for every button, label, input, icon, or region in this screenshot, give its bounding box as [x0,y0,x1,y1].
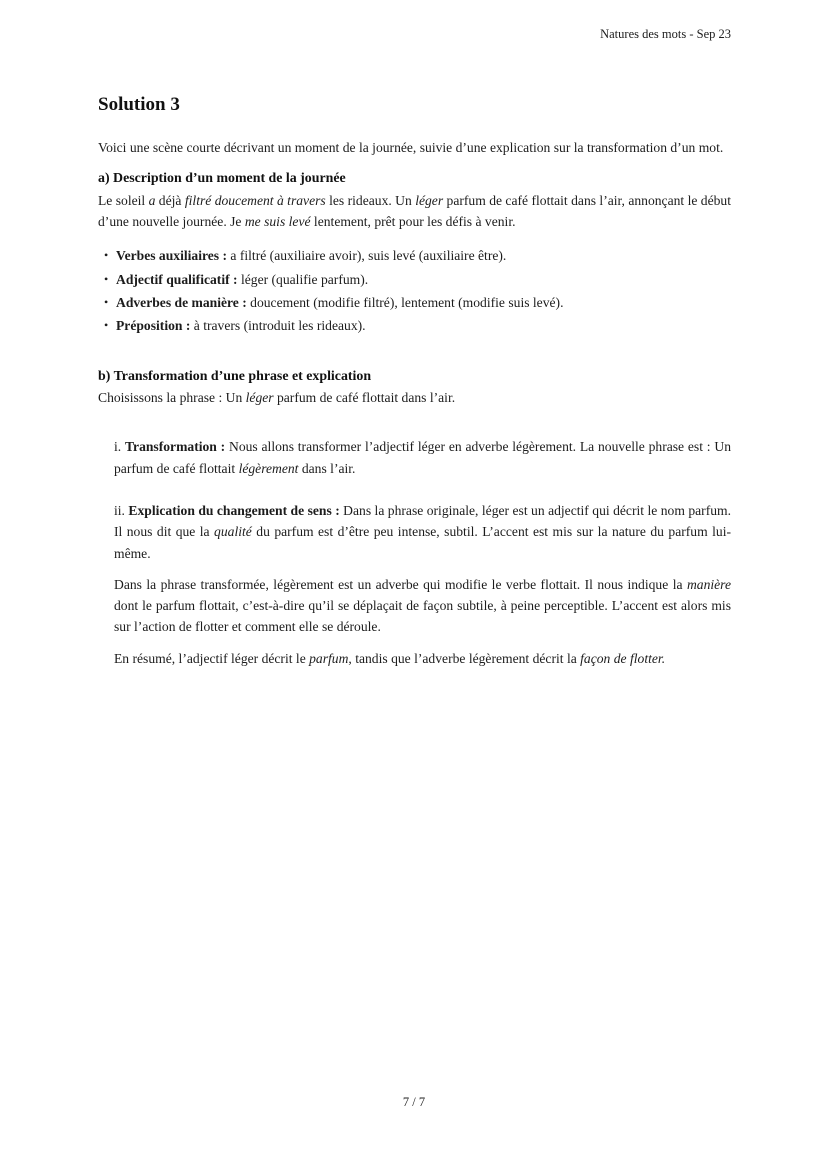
sub-section-ii-paragraph-2: Dans la phrase transformée, légèrement est un adverbe qui modifie le verbe flottait. Il nous indique la manière dont le parfum flottait, c’est-à-dire qu’il se déplaçait de façon subtile, à peine perceptible. L’accent est alors mis sur l’action de flotter et comment elle se déroule. [114,576,731,635]
list-item: • Préposition : à travers (introduit les rideaux). [116,314,731,337]
page-content [98,93,731,669]
page-title: Solution 3 [98,94,180,115]
sub-section-i-paragraph: i. Transformation : Nous allons transformer l’adjectif léger en adverbe légèrement. La nouvelle phrase est : Un parfum de café flottait légèrement dans l’air. [114,439,731,476]
list-item: • Verbes auxiliaires : a filtré (auxiliaire avoir), suis levé (auxiliaire être). [116,244,731,267]
page-header [98,27,731,42]
page-footer [0,1095,828,1110]
section-a-heading: a) Description d’un moment de la journée [98,171,346,187]
section-b-paragraph: Choisissons la phrase : Un léger parfum de café flottait dans l’air. [98,390,456,406]
list-item: • Adjectif qualificatif : léger (qualifie parfum). [116,268,731,291]
bullet-list [98,244,731,338]
intro-paragraph: Voici une scène courte décrivant un moment de la journée, suivie d’une explication sur la transformation d’un mot. [98,140,724,155]
section-a-paragraph: Le soleil a déjà filtré doucement à travers les rideaux. Un léger parfum de café flottait dans l’air, annonçant le début d’une nouvelle journée. Je me suis levé lentement, prêt pour les défis à venir. [98,192,732,229]
section-b-heading: b) Transformation d’une phrase et explication [98,368,372,384]
sub-section-ii-paragraph-1: ii. Explication du changement de sens : Dans la phrase originale, léger est un adjectif qui décrit le nom parfum. Il nous dit que la qualité du parfum est d’être peu intense, subtil. L’accent est mis sur la nature du parfum lui-même. [114,503,731,561]
sub-section-ii-paragraph-3: En résumé, l’adjectif léger décrit le parfum, tandis que l’adverbe légèrement décrit la façon de flotter. [114,650,666,666]
page-number: 7 / 7 [402,1095,426,1109]
header-text: Natures des mots - Sep 23 [600,27,731,41]
list-item: • Adverbes de manière : doucement (modifie filtré), lentement (modifie suis levé). [116,291,731,314]
sub-sections [114,436,731,669]
